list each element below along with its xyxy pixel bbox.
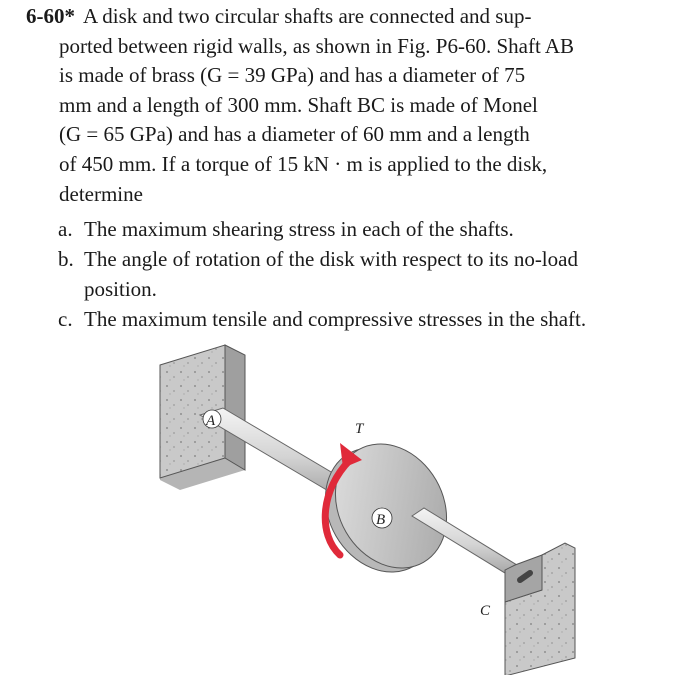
parts-list — [58, 214, 586, 334]
part-label: b. — [58, 247, 74, 271]
problem-text-line: mm and a length of 300 mm. Shaft BC is made of Monel — [59, 92, 538, 117]
list-item — [58, 214, 586, 244]
part-label: c. — [58, 307, 73, 331]
label-t: T — [355, 421, 364, 437]
part-label: a. — [58, 217, 73, 241]
problem-text-line: ported between rigid walls, as shown in Fig. P6-60. Shaft AB — [59, 33, 575, 58]
part-text: The angle of rotation of the disk with respect to its no-load — [84, 247, 578, 271]
problem-text-line: determine — [59, 181, 143, 206]
shaft-disk-figure — [150, 340, 600, 675]
problem-text-line: A disk and two circular shafts are connected and sup- — [83, 4, 532, 28]
part-text: The maximum tensile and compressive stresses in the shaft. — [84, 307, 587, 331]
part-text: The maximum shearing stress in each of the shafts. — [84, 217, 514, 241]
list-item — [58, 304, 586, 334]
problem-statement — [26, 2, 676, 209]
problem-text-line: (G = 65 GPa) and has a diameter of 60 mm and a length — [59, 122, 530, 147]
part-text-continued: position. — [84, 277, 157, 301]
label-a: A — [206, 413, 216, 429]
label-b: B — [376, 512, 386, 528]
right-wall — [505, 543, 575, 675]
label-c: C — [480, 603, 491, 619]
problem-text-line: of 450 mm. If a torque of 15 kN · m is applied to the disk, — [59, 151, 548, 176]
problem-line-1 — [26, 2, 676, 32]
problem-text-line: is made of brass (G = 39 GPa) and has a diameter of 75 — [59, 63, 526, 88]
list-item — [58, 244, 586, 274]
problem-number: 6-60* — [26, 4, 75, 28]
